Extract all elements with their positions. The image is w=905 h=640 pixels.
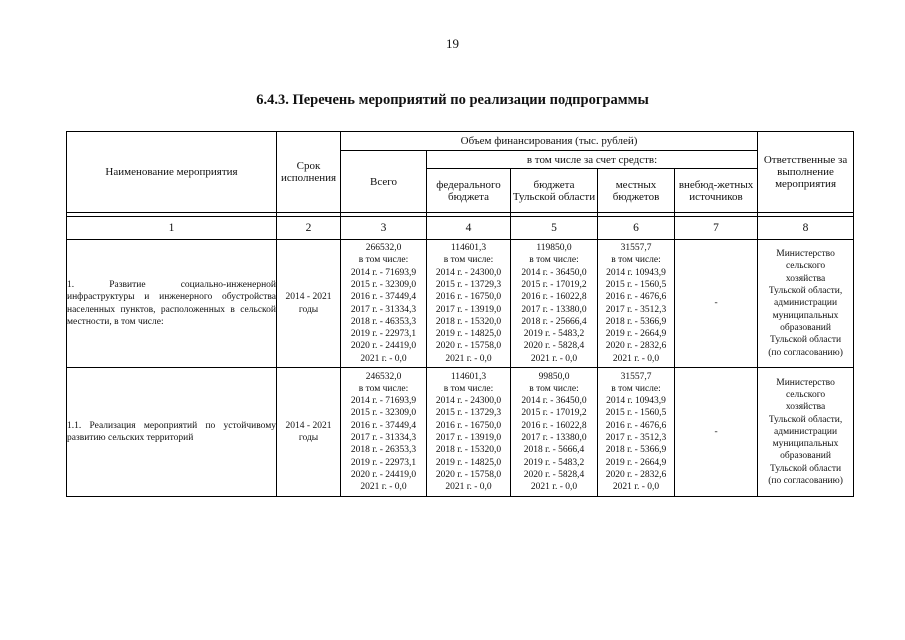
amount-line: в том числе: — [358, 383, 409, 394]
amount-line: 2015 г. - 17019,2 — [521, 408, 587, 419]
responsible-line: (по согласованию) — [768, 476, 843, 487]
amount-line: 2020 г. - 2832,6 — [605, 341, 667, 352]
amount-line: в том числе: — [443, 255, 494, 266]
amount-line: 2014 г. - 24300,0 — [435, 267, 502, 278]
amount-line: в том числе: — [529, 383, 579, 394]
amount-line: 2017 г. - 31334,3 — [350, 433, 417, 443]
responsible-line: администрации — [774, 298, 838, 309]
responsible-line: Тульской области, — [768, 286, 843, 297]
amount-line: 2020 г. - 24419,0 — [350, 341, 417, 352]
header-offbudget: внебюд-жетных источников — [675, 169, 758, 213]
responsible-line: хозяйства — [785, 273, 826, 284]
amount-line: 2020 г. - 2832,6 — [605, 469, 667, 480]
activity-term: 2014 - 2021 годы — [277, 240, 341, 368]
amount-line: 246532,0 — [365, 371, 402, 382]
header-federal: федерального бюджета — [427, 169, 511, 213]
amount-line: 2014 г. - 71693,9 — [350, 396, 417, 407]
responsible-line: администрации — [774, 426, 838, 437]
regional-amounts — [511, 368, 598, 497]
amount-line: 2017 г. - 3512,3 — [605, 304, 667, 315]
header-total: Всего — [341, 151, 427, 213]
header-responsible: Ответственные за выполнение мероприятия — [758, 132, 854, 213]
column-number: 3 — [341, 217, 427, 240]
responsible-line: (по согласованию) — [768, 347, 843, 358]
amount-line: 2016 г. - 37449,4 — [350, 292, 417, 303]
amount-line: 2015 г. - 32309,0 — [350, 408, 417, 419]
amount-line: 2019 г. - 14825,0 — [435, 329, 502, 340]
regional-amounts — [511, 240, 598, 368]
amount-line: 2014 г. - 24300,0 — [435, 396, 502, 407]
activity-name: 1. Развитие социально-инженерной инфраструктуры и инженерного обустройства населенных пунктов, расположенных в сельской местности, в том числе: — [67, 240, 277, 368]
header-sources: в том числе за счет средств: — [427, 151, 758, 169]
activity-term: 2014 - 2021 годы — [277, 368, 341, 497]
header-term: Срок исполнения — [277, 132, 341, 213]
amount-line: 31557,7 — [620, 371, 652, 382]
responsible-line: Тульской области — [770, 335, 842, 346]
amount-line: 2021 г. - 0,0 — [360, 482, 407, 493]
header-local: местных бюджетов — [598, 169, 675, 213]
amount-line: 2014 г. - 71693,9 — [350, 267, 417, 278]
amount-line: 2016 г. - 4676,6 — [605, 292, 667, 303]
amount-line: 2021 г. - 0,0 — [445, 482, 492, 493]
header-regional: бюджета Тульской области — [511, 169, 598, 213]
amount-line: 2021 г. - 0,0 — [530, 353, 578, 364]
amount-line: 2021 г. - 0,0 — [360, 353, 407, 364]
responsible-line: Тульской области, — [768, 414, 843, 425]
amount-line: 2016 г. - 37449,4 — [350, 420, 417, 431]
responsible-line: сельского — [785, 389, 826, 400]
amount-line: 2016 г. - 16022,8 — [521, 420, 587, 431]
amount-line: 2017 г. - 13919,0 — [435, 304, 502, 315]
amount-line: 2020 г. - 15758,0 — [435, 469, 502, 480]
amount-line: 2021 г. - 0,0 — [612, 482, 660, 493]
amount-line: 2015 г. - 17019,2 — [521, 279, 587, 290]
amount-line: 2016 г. - 16750,0 — [435, 292, 502, 303]
amount-line: 2016 г. - 16022,8 — [521, 292, 587, 303]
amount-line: 114601,3 — [450, 243, 487, 254]
activity-name: 1.1. Реализация мероприятий по устойчивому развитию сельских территорий — [67, 368, 277, 497]
column-number: 6 — [598, 217, 675, 240]
section-title: 6.4.3. Перечень мероприятий по реализации подпрограммы — [256, 92, 649, 108]
amount-line: 2014 г. 10943,9 — [606, 396, 666, 407]
offbudget-amount: - — [675, 368, 758, 497]
amount-line: 2018 г. - 46353,3 — [350, 316, 417, 327]
amount-line: 2019 г. - 22973,1 — [350, 457, 417, 468]
amount-line: 2019 г. - 2664,9 — [605, 329, 667, 340]
amount-line: 266532,0 — [365, 243, 402, 254]
amount-line: 2021 г. - 0,0 — [612, 353, 660, 364]
amount-line: в том числе: — [611, 383, 661, 394]
table-row — [67, 368, 854, 497]
amount-line: 2021 г. - 0,0 — [445, 353, 492, 364]
responsible-line: образований — [780, 322, 831, 333]
amount-line: 2015 г. - 1560,5 — [605, 279, 667, 290]
header-name: Наименование мероприятия — [67, 132, 277, 213]
activities-table — [66, 131, 854, 497]
amount-line: 2018 г. - 25666,4 — [521, 316, 587, 327]
responsible-party — [758, 240, 854, 368]
amount-line: 31557,7 — [620, 243, 652, 254]
amount-line: 2014 г. 10943,9 — [606, 267, 666, 278]
column-number: 1 — [67, 217, 277, 240]
amount-line: 2018 г. - 15320,0 — [435, 445, 502, 456]
column-number: 7 — [675, 217, 758, 240]
local-amounts — [598, 240, 675, 368]
amount-line: 2018 г. - 26353,3 — [350, 445, 417, 456]
amount-line: 2015 г. - 13729,3 — [435, 408, 502, 419]
amount-line: 2019 г. - 14825,0 — [435, 457, 502, 468]
amount-line: 2017 г. - 13919,0 — [435, 433, 502, 443]
amount-line: 2018 г. - 15320,0 — [435, 316, 502, 327]
amount-line: 2020 г. - 5828,4 — [523, 341, 585, 352]
amount-line: 2015 г. - 13729,3 — [435, 279, 502, 290]
amount-line: 2020 г. - 5828,4 — [523, 469, 585, 480]
column-number: 5 — [511, 217, 598, 240]
amount-line: в том числе: — [611, 255, 661, 266]
responsible-line: муниципальных — [772, 439, 839, 450]
amount-line: 119850,0 — [536, 243, 572, 254]
amount-line: 2015 г. - 1560,5 — [605, 408, 667, 419]
amount-line: 2019 г. - 2664,9 — [605, 457, 667, 468]
amount-line: 2018 г. - 5366,9 — [605, 316, 667, 327]
responsible-line: Тульской области — [770, 463, 842, 474]
column-number: 4 — [427, 217, 511, 240]
column-numbers-row — [67, 217, 854, 240]
table-row — [67, 240, 854, 368]
amount-line: 2017 г. - 3512,3 — [605, 433, 667, 443]
amount-line: 2019 г. - 22973,1 — [350, 329, 417, 340]
amount-line: 114601,3 — [450, 371, 487, 382]
local-amounts — [598, 368, 675, 497]
page-number: 19 — [446, 36, 459, 51]
total-amounts — [341, 368, 427, 497]
amount-line: 2017 г. - 13380,0 — [521, 433, 587, 443]
responsible-party — [758, 368, 854, 497]
offbudget-amount: - — [675, 240, 758, 368]
header-funding: Объем финансирования (тыс. рублей) — [341, 132, 758, 151]
amount-line: 2018 г. - 5366,9 — [605, 445, 667, 456]
responsible-line: Министерство — [776, 249, 835, 260]
amount-line: 2021 г. - 0,0 — [530, 482, 578, 493]
amount-line: 2016 г. - 4676,6 — [605, 420, 667, 431]
total-amounts — [341, 240, 427, 368]
amount-line: 2018 г. - 5666,4 — [523, 445, 585, 456]
responsible-line: муниципальных — [772, 310, 839, 321]
federal-amounts — [427, 240, 511, 368]
amount-line: 2020 г. - 24419,0 — [350, 469, 417, 480]
responsible-line: сельского — [785, 261, 826, 272]
amount-line: 99850,0 — [538, 371, 570, 382]
column-number: 8 — [758, 217, 854, 240]
amount-line: в том числе: — [358, 255, 409, 266]
responsible-line: образований — [780, 451, 831, 462]
amount-line: 2017 г. - 13380,0 — [521, 304, 587, 315]
amount-line: 2020 г. - 15758,0 — [435, 341, 502, 352]
amount-line: 2014 г. - 36450,0 — [521, 267, 587, 278]
amount-line: в том числе: — [443, 383, 494, 394]
amount-line: в том числе: — [529, 255, 579, 266]
amount-line: 2017 г. - 31334,3 — [350, 304, 417, 315]
federal-amounts — [427, 368, 511, 497]
amount-line: 2019 г. - 5483,2 — [523, 329, 585, 340]
amount-line: 2019 г. - 5483,2 — [523, 457, 585, 468]
amount-line: 2015 г. - 32309,0 — [350, 279, 417, 290]
amount-line: 2016 г. - 16750,0 — [435, 420, 502, 431]
column-number: 2 — [277, 217, 341, 240]
responsible-line: Министерство — [776, 377, 835, 388]
amount-line: 2014 г. - 36450,0 — [521, 396, 587, 407]
responsible-line: хозяйства — [785, 402, 826, 413]
